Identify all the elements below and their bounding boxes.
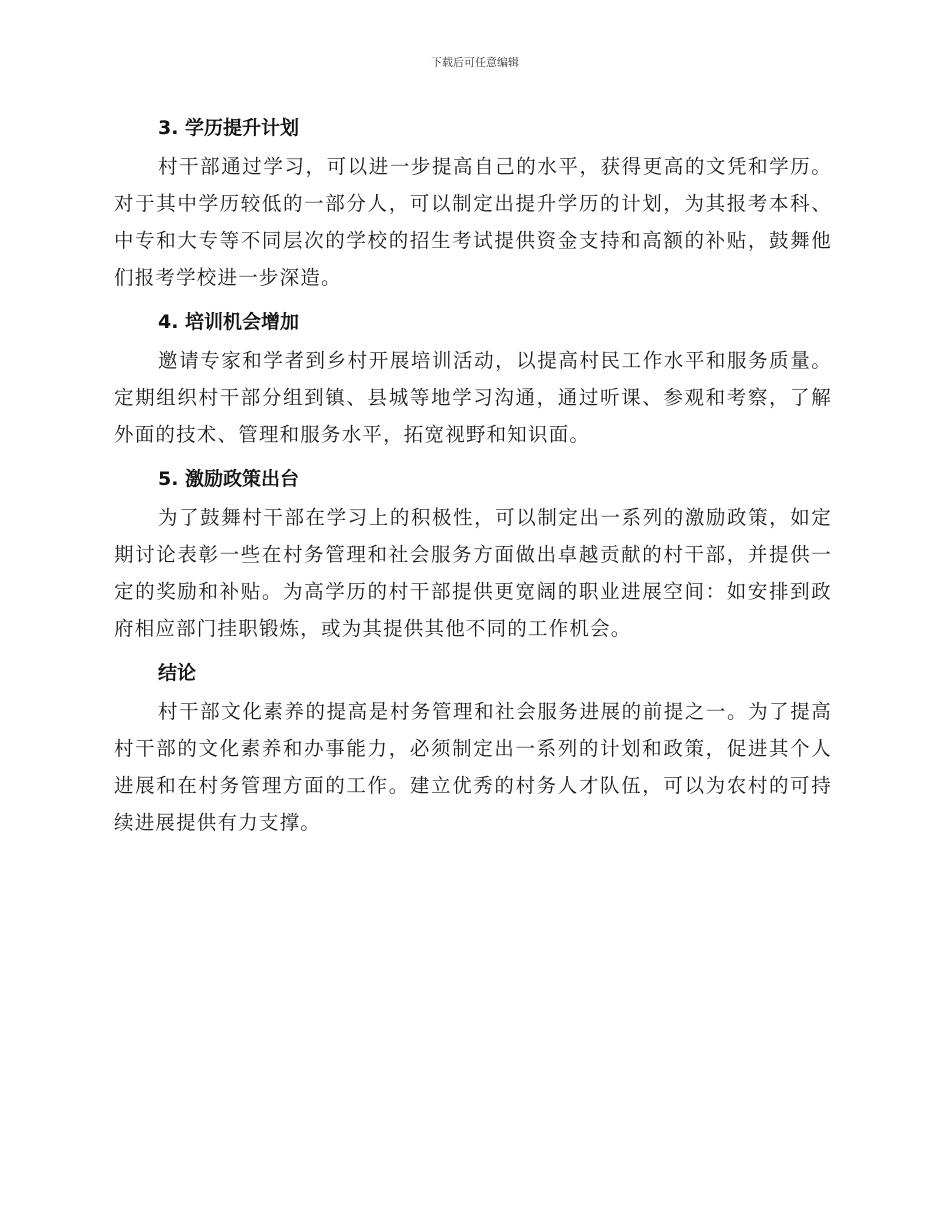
section-heading: 结论 bbox=[158, 662, 197, 684]
section-paragraph: 村干部通过学习，可以进一步提高自己的水平，获得更高的文凭和学历。对于其中学历较低的一部分人，可以制定出提升学历的计划，为其报考本科、中专和大专等不同层次的学校的招生考试提供资金支持和高额的补贴，鼓舞他们报考学校进一步深造。 bbox=[114, 155, 832, 289]
section-heading: 4. 培训机会增加 bbox=[158, 311, 300, 333]
section-incentive-policy bbox=[114, 459, 832, 647]
section-paragraph: 邀请专家和学者到乡村开展培训活动，以提高村民工作水平和服务质量。定期组织村干部分组到镇、县城等地学习沟通，通过听课、参观和考察，了解外面的技术、管理和服务水平，拓宽视野和知识面。 bbox=[114, 349, 832, 446]
section-heading: 5. 激励政策出台 bbox=[158, 468, 300, 490]
section-paragraph: 为了鼓舞村干部在学习上的积极性，可以制定出一系列的激励政策，如定期讨论表彰一些在村务管理和社会服务方面做出卓越贡献的村干部，并提供一定的奖励和补贴。为高学历的村干部提供更宽阔的职业进展空间：如安排到政府相应部门挂职锻炼，或为其提供其他不同的工作机会。 bbox=[114, 506, 832, 640]
document-content bbox=[114, 108, 832, 847]
section-paragraph: 村干部文化素养的提高是村务管理和社会服务进展的前提之一。为了提高村干部的文化素养和办事能力，必须制定出一系列的计划和政策，促进其个人进展和在村务管理方面的工作。建立优秀的村务人才队伍，可以为农村的可持续进展提供有力支撑。 bbox=[114, 700, 832, 834]
section-heading: 3. 学历提升计划 bbox=[158, 117, 300, 139]
section-conclusion bbox=[114, 653, 832, 841]
page-header-note: 下载后可任意编辑 bbox=[431, 56, 519, 69]
section-education-plan bbox=[114, 108, 832, 296]
section-training-opportunities bbox=[114, 302, 832, 453]
